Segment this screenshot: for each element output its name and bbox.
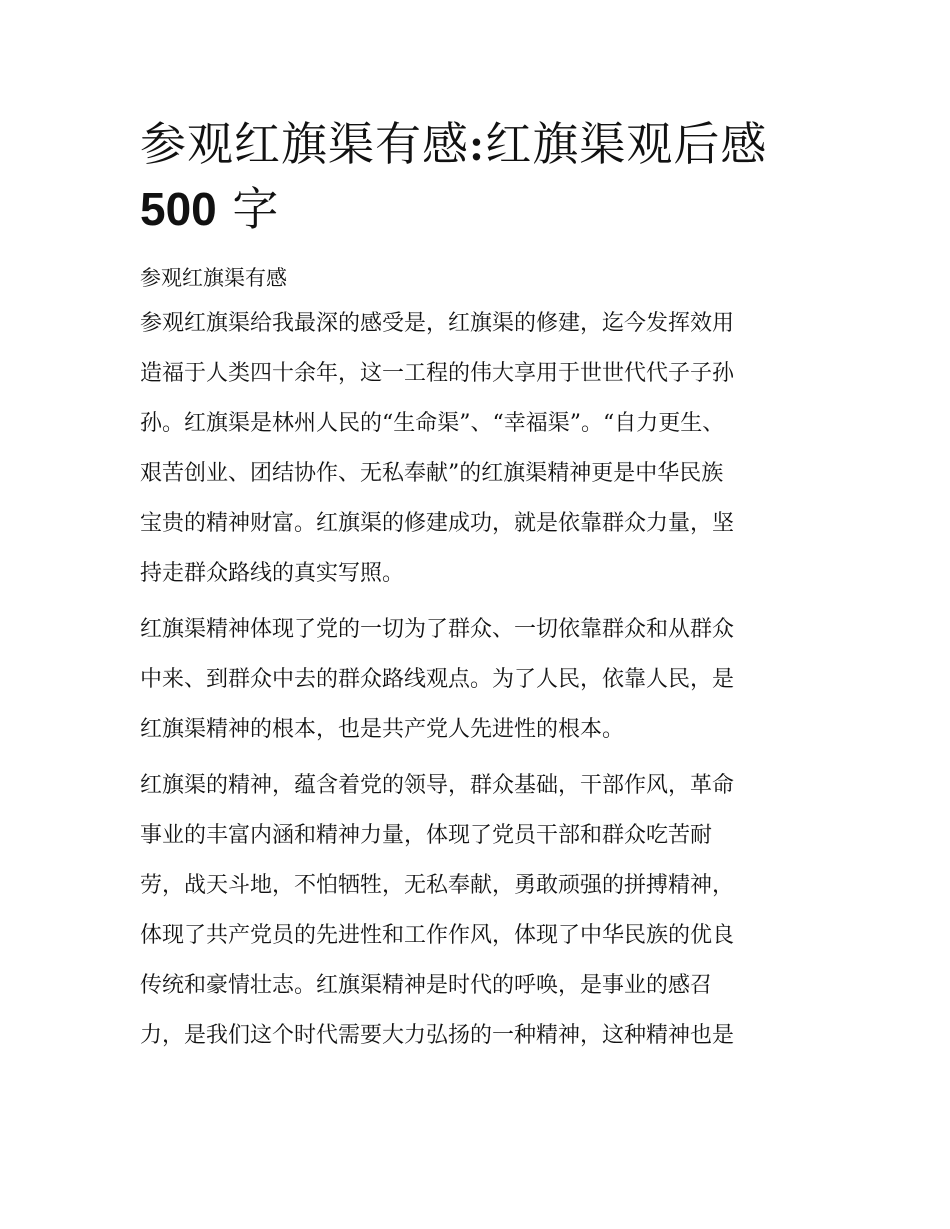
text-line: 红旗渠精神体现了党的一切为了群众、一切依靠群众和从群众 [140, 617, 735, 642]
title-unit: 字 [232, 182, 280, 236]
text-line: 造福于人类四十余年，这一工程的伟大享用于世世代代子子孙 [140, 361, 735, 386]
text-line: 劳，战天斗地，不怕牺牲，无私奉献，勇敢顽强的拼搏精神， [140, 873, 735, 898]
text-line: 红旗渠精神的根本，也是共产党人先进性的根本。 [140, 717, 625, 742]
text-line: 红旗渠的精神，蕴含着党的领导，群众基础，干部作风，革命 [140, 773, 735, 798]
document-page [140, 112, 812, 1061]
text-line: 孙。红旗渠是林州人民的“生命渠”、“幸福渠”。“自力更生、 [140, 411, 725, 436]
text-line: 力，是我们这个时代需要大力弘扬的一种精神，这种精神也是 [140, 1023, 735, 1048]
paragraph-3 [140, 761, 812, 1061]
document-title [140, 112, 812, 241]
title-colon: : [469, 119, 486, 170]
document-subtitle: 参观红旗渠有感 [140, 266, 287, 290]
text-line: 艰苦创业、团结协作、无私奉献”的红旗渠精神更是中华民族 [140, 461, 724, 486]
text-line: 宝贵的精神财富。红旗渠的修建成功，就是依靠群众力量，坚 [140, 511, 735, 536]
text-line: 参观红旗渠给我最深的感受是，红旗渠的修建，迄今发挥效用 [140, 311, 735, 336]
paragraph-1 [140, 299, 812, 599]
text-line: 持走群众路线的真实写照。 [140, 561, 405, 586]
text-line: 中来、到群众中去的群众路线观点。为了人民，依靠人民，是 [140, 667, 735, 692]
text-line: 事业的丰富内涵和精神力量，体现了党员干部和群众吃苦耐 [140, 823, 713, 848]
title-part-1: 参观红旗渠有感 [140, 117, 469, 171]
title-part-2: 红旗渠观后感 [485, 117, 768, 171]
title-number: 500 [140, 183, 217, 235]
text-line: 传统和豪情壮志。红旗渠精神是时代的呼唤，是事业的感召 [140, 973, 713, 998]
paragraph-2 [140, 605, 812, 755]
text-line: 体现了共产党员的先进性和工作作风，体现了中华民族的优良 [140, 923, 735, 948]
